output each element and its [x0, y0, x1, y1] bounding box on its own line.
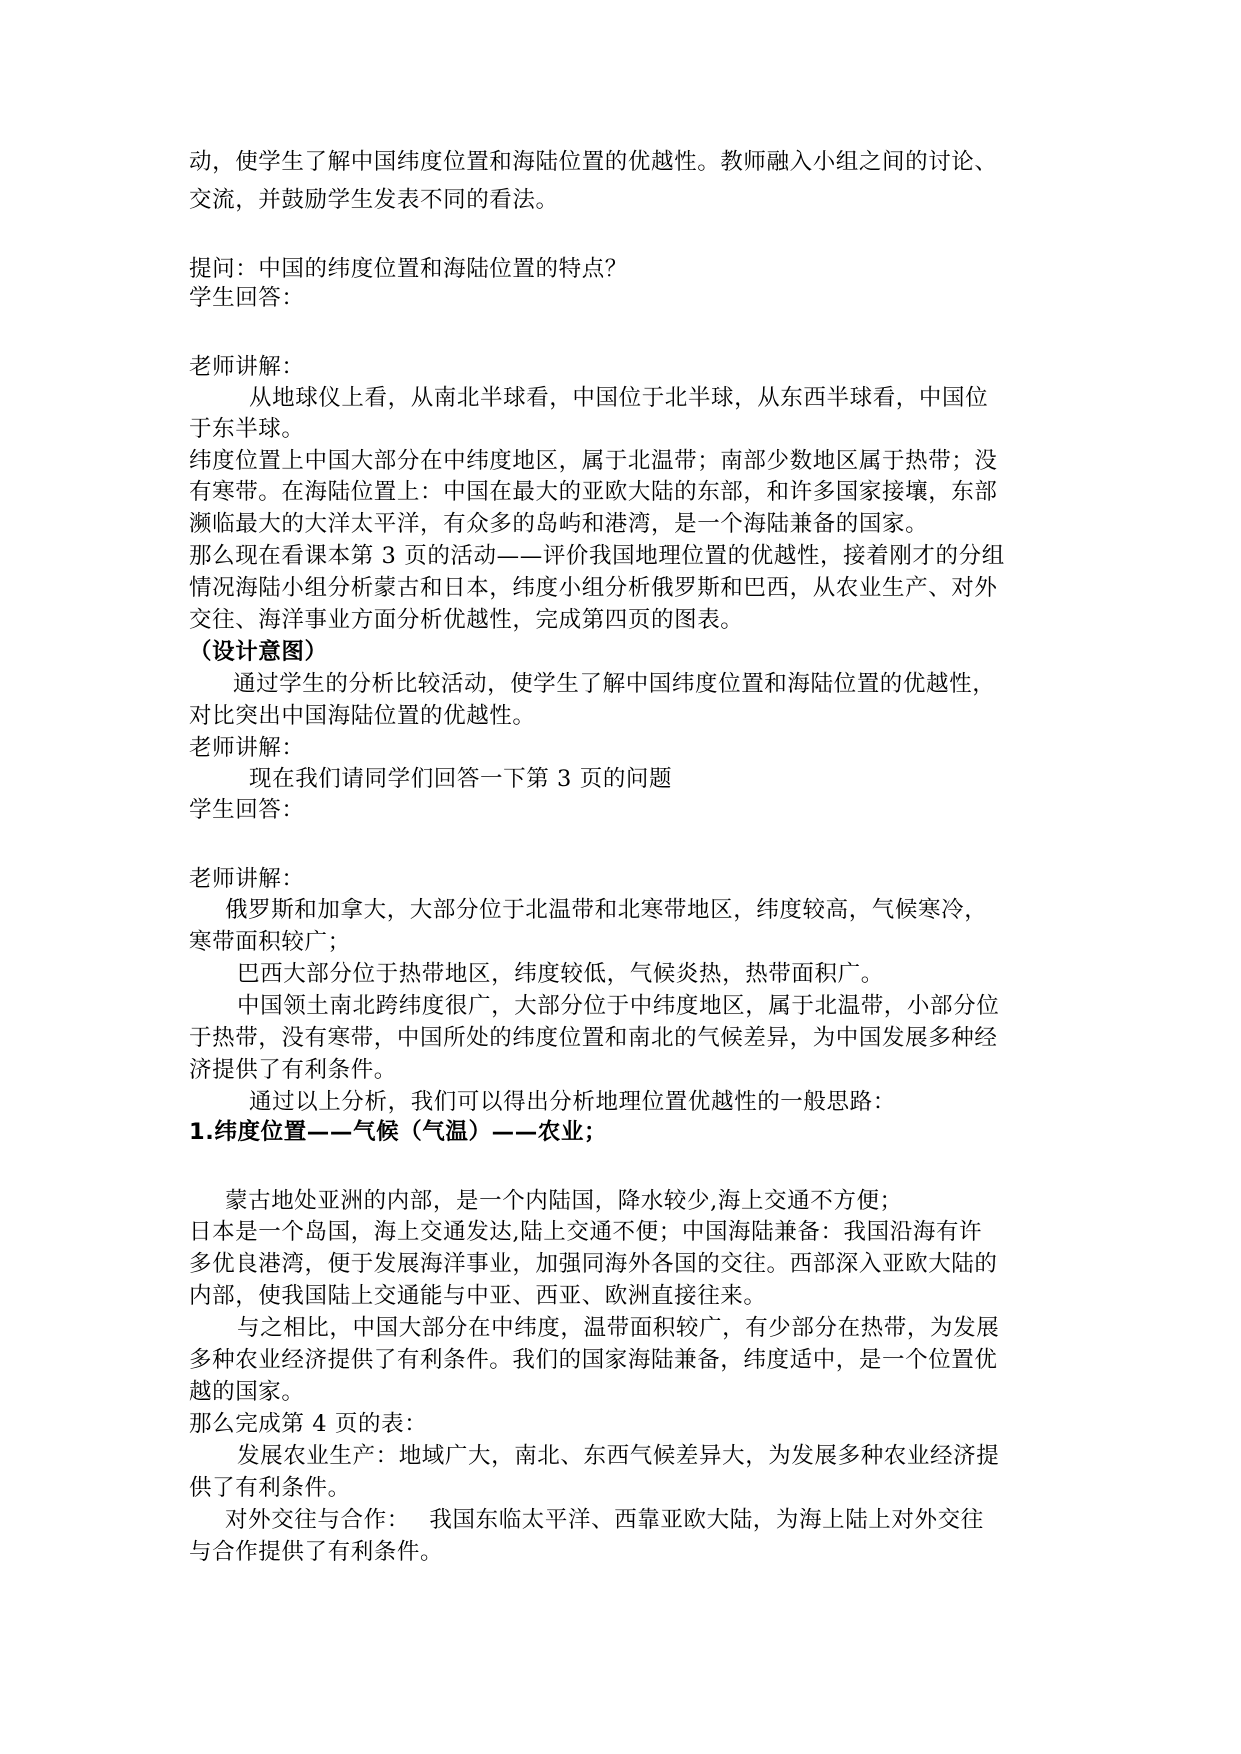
teacher-explain-label: 老师讲解：	[189, 866, 305, 892]
text-line: 对外交往与合作： 我国东临太平洋、西靠亚欧大陆，为海上陆上对外交往	[225, 1507, 984, 1533]
text-line: 濒临最大的大洋太平洋，有众多的岛屿和港湾，是一个海陆兼备的国家。	[189, 511, 929, 537]
text-line: 从地球仪上看，从南北半球看，中国位于北半球，从东西半球看，中国位	[249, 385, 989, 411]
student-answer-label: 学生回答：	[189, 285, 305, 311]
text-line: 越的国家。	[189, 1379, 305, 1405]
text-line: 那么现在看课本第 3 页的活动——评价我国地理位置的优越性，接着刚才的分组	[189, 543, 1005, 569]
text-line: 纬度位置上中国大部分在中纬度地区，属于北温带；南部少数地区属于热带；没	[189, 448, 998, 474]
teacher-explain-label: 老师讲解：	[189, 735, 305, 761]
text-line: 内部，使我国陆上交通能与中亚、西亚、欧洲直接往来。	[189, 1283, 767, 1309]
design-intent-heading: （设计意图）	[189, 639, 328, 665]
text-line: 交往、海洋事业方面分析优越性，完成第四页的图表。	[189, 607, 744, 633]
section-heading: 1.纬度位置——气候（气温）——农业；	[189, 1119, 608, 1145]
question-line: 提问：中国的纬度位置和海陆位置的特点？	[189, 256, 628, 282]
text-line: 发展农业生产：地域广大，南北、东西气候差异大，为发展多种农业经济提	[237, 1443, 1000, 1469]
text-line: 交流，并鼓励学生发表不同的看法。	[189, 187, 559, 213]
text-line: 现在我们请同学们回答一下第 3 页的问题	[249, 766, 673, 792]
text-line: 多优良港湾，便于发展海洋事业，加强同海外各国的交往。西部深入亚欧大陆的	[189, 1251, 998, 1277]
text-line: 于热带，没有寒带，中国所处的纬度位置和南北的气候差异，为中国发展多种经	[189, 1025, 998, 1051]
text-line: 中国领土南北跨纬度很广，大部分位于中纬度地区，属于北温带，小部分位	[237, 993, 1000, 1019]
text-line: 日本是一个岛国，海上交通发达,陆上交通不便；中国海陆兼备：我国沿海有许	[189, 1219, 983, 1245]
text-line: 与之相比，中国大部分在中纬度，温带面积较广，有少部分在热带，为发展	[237, 1315, 1000, 1341]
student-answer-label: 学生回答：	[189, 797, 305, 823]
teacher-explain-label: 老师讲解：	[189, 354, 305, 380]
text-line: 蒙古地处亚洲的内部，是一个内陆国，降水较少,海上交通不方便；	[225, 1188, 903, 1214]
text-line: 济提供了有利条件。	[189, 1057, 397, 1083]
text-line: 情况海陆小组分析蒙古和日本，纬度小组分析俄罗斯和巴西，从农业生产、对外	[189, 575, 998, 601]
text-line: 寒带面积较广；	[189, 929, 351, 955]
text-line: 对比突出中国海陆位置的优越性。	[189, 703, 536, 729]
text-line: 有寒带。在海陆位置上：中国在最大的亚欧大陆的东部，和许多国家接壤，东部	[189, 479, 998, 505]
text-line: 于东半球。	[189, 416, 305, 442]
text-line: 动，使学生了解中国纬度位置和海陆位置的优越性。教师融入小组之间的讨论、	[189, 149, 998, 175]
text-line: 供了有利条件。	[189, 1475, 351, 1501]
text-line: 通过以上分析，我们可以得出分析地理位置优越性的一般思路：	[249, 1089, 896, 1115]
text-line: 多种农业经济提供了有利条件。我们的国家海陆兼备，纬度适中，是一个位置优	[189, 1347, 998, 1373]
text-line: 那么完成第 4 页的表：	[189, 1411, 428, 1437]
text-line: 与合作提供了有利条件。	[189, 1539, 444, 1565]
text-line: 通过学生的分析比较活动，使学生了解中国纬度位置和海陆位置的优越性，	[233, 671, 996, 697]
text-line: 巴西大部分位于热带地区，纬度较低，气候炎热，热带面积广。	[237, 961, 884, 987]
text-line: 俄罗斯和加拿大，大部分位于北温带和北寒带地区，纬度较高，气候寒冷，	[225, 897, 988, 923]
